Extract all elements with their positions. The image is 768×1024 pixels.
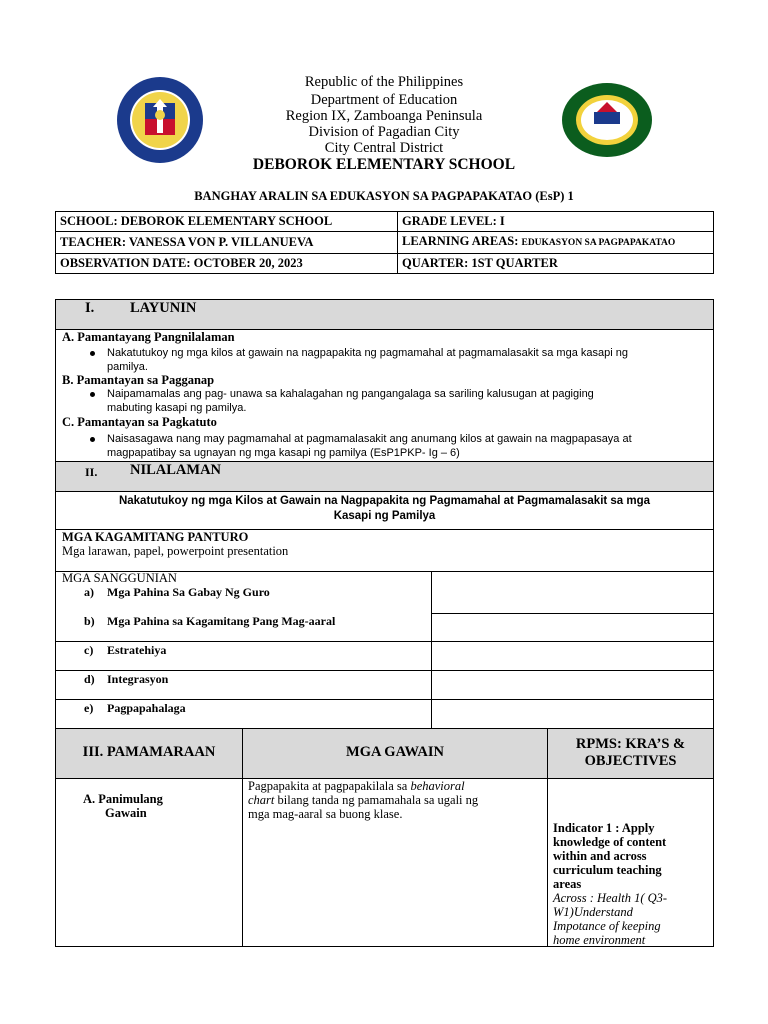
rpms-title-line2: OBJECTIVES [584, 753, 677, 769]
sanggunian-divider [431, 571, 432, 729]
sanggunian-item-e [84, 701, 186, 716]
sanggunian-item-c [84, 643, 166, 658]
indicator-line7: W1)Understand [553, 905, 633, 919]
indicator-line8: Impotance of keeping [553, 919, 661, 933]
sanggunian-row-line-1 [431, 613, 714, 614]
bullet-c-line2: magpapatibay sa ugnayan ng mga kasapi ng pamilya (EsP1PKP- Ig – 6) [107, 447, 460, 459]
item-e-label: Pagpapahalaga [107, 701, 186, 715]
item-a-letter: a) [84, 585, 94, 599]
grade-field: GRADE LEVEL: I [398, 212, 714, 232]
pamamaraan-header-col3 [547, 728, 714, 779]
gawain-line1-b: behavioral [410, 779, 465, 793]
gawain-line2-b: bilang tanda ng pamamahala sa ugali ng [274, 793, 479, 807]
pamantayan-sa-pagkatuto-title: C. Pamantayan sa Pagkatuto [62, 415, 217, 429]
header-district: City Central District [324, 140, 444, 156]
school-field: SCHOOL: DEBOROK ELEMENTARY SCHOOL [56, 212, 398, 232]
gawain-line2 [248, 793, 478, 807]
school-seal [561, 82, 653, 158]
rpms-title-line1: RPMS: KRA’S & [575, 736, 686, 752]
item-d-letter: d) [84, 672, 95, 686]
indicator-line5: areas [553, 877, 582, 891]
gawain-line1 [248, 779, 465, 793]
panimulang-objectives-cell [547, 778, 714, 947]
kagamitan-title: MGA KAGAMITANG PANTURO [62, 530, 249, 544]
topic-line1: Nakatutukoy ng mga Kilos at Gawain na Nagpapakita ng Pagmamahal at Pagmamalasakit sa mga [118, 495, 651, 507]
indicator-line2: knowledge of content [553, 835, 667, 849]
sanggunian-item-a [84, 585, 270, 600]
indicator-line3: within and across [553, 849, 647, 863]
bullet-c-line1: Naisasagawa nang may pagmamahal at pagmamalasakit ang anumang kilos at gawain na magpapasaya at [107, 433, 632, 445]
topic-line2: Kasapi ng Pamilya [333, 510, 436, 522]
nilalaman-topic [55, 491, 714, 530]
item-c-label: Estratehiya [107, 643, 167, 657]
kagamitan-box [55, 529, 714, 572]
header-division: Division of Pagadian City [308, 124, 460, 140]
mga-gawain-title: MGA GAWAIN [346, 744, 444, 760]
layunin-number: I. [85, 300, 95, 316]
header-department: Department of Education [310, 92, 458, 108]
learning-areas-label: LEARNING AREAS [402, 234, 515, 248]
pamantayan-sa-pagganap-title: B. Pamantayan sa Pagganap [62, 373, 215, 387]
info-table [55, 211, 714, 274]
sanggunian-row-line-3 [55, 670, 714, 671]
nilalaman-title: NILALAMAN [130, 462, 222, 478]
pamamaraan-header-col2 [242, 728, 548, 779]
gawain-line1-a: Pagpapakita at pagpapakilala sa [248, 779, 411, 793]
pamantayang-pangnilalaman-title: A. Pamantayang Pangnilalaman [62, 330, 235, 344]
panimulang-label-cell [55, 778, 243, 947]
indicator-line1: Indicator 1 : Apply [553, 821, 655, 835]
bullet-c [90, 432, 710, 460]
header-school-name: DEBOROK ELEMENTARY SCHOOL [252, 156, 516, 173]
indicator-line6: Across : Health 1( Q3- [553, 891, 668, 905]
sanggunian-item-d [84, 672, 168, 687]
bullet-b-dot [90, 392, 95, 397]
header-region: Region IX, Zamboanga Peninsula [285, 108, 483, 124]
kagamitan-text: Mga larawan, papel, powerpoint presentation [62, 544, 289, 558]
header-republic: Republic of the Philippines [304, 74, 464, 90]
gawain-line2-a: chart [248, 793, 275, 807]
bullet-b [90, 387, 710, 415]
learning-areas-value: EDUKASYON SA PAGPAPAKATAO [521, 238, 676, 248]
nilalaman-number: II. [85, 465, 98, 479]
bullet-a-dot [90, 351, 95, 356]
item-b-letter: b) [84, 614, 95, 628]
sanggunian-title: MGA SANGGUNIAN [62, 571, 177, 585]
indicator-line4: curriculum teaching [553, 863, 662, 877]
item-a-label: Mga Pahina Sa Gabay Ng Guro [107, 585, 270, 599]
indicator-line9: home environment [553, 933, 646, 947]
bullet-c-dot [90, 437, 95, 442]
pamamaraan-header-col1 [55, 728, 243, 779]
layunin-title: LAYUNIN [130, 300, 197, 316]
sanggunian-item-b [84, 614, 335, 629]
gawain-line3: mga mag-aaral sa buong klase. [248, 807, 403, 821]
teacher-field: TEACHER: VANESSA VON P. VILLANUEVA [56, 232, 398, 254]
pamamaraan-title: III. PAMAMARAAN [82, 744, 216, 760]
document-title: BANGHAY ARALIN SA EDUKASYON SA PAGPAPAKATAO (EsP) 1 [194, 189, 574, 203]
layunin-header [55, 299, 714, 330]
quarter-field: QUARTER: 1ST QUARTER [398, 254, 714, 274]
bullet-b-line2: mabuting kasapi ng pamilya. [107, 402, 247, 414]
item-c-letter: c) [84, 643, 94, 657]
learning-areas-field: LEARNING AREAS: EDUKASYON SA PAGPAPAKATAO [398, 232, 714, 254]
item-d-label: Integrasyon [107, 672, 169, 686]
panimulang-label-line1: A. Panimulang [83, 792, 163, 806]
nilalaman-header [55, 461, 714, 492]
item-b-label: Mga Pahina sa Kagamitang Pang Mag-aaral [107, 614, 336, 628]
bullet-b-line1: Naipamamalas ang pag- unawa sa kahalagahan ng pangangalaga sa sariling kalusugan at pagiging [107, 388, 594, 400]
observation-date-field: OBSERVATION DATE: OCTOBER 20, 2023 [56, 254, 398, 274]
bullet-a-line2: pamilya. [107, 361, 148, 373]
sanggunian-row-line-4 [55, 699, 714, 700]
sanggunian-row-line-2 [55, 641, 714, 642]
bullet-a [90, 346, 710, 374]
panimulang-gawain-cell [242, 778, 548, 947]
item-e-letter: e) [84, 701, 94, 715]
bullet-a-line1: Nakatutukoy ng mga kilos at gawain na nagpapakita ng pagmamahal at pagmamalasakit sa mga kasapi ng [107, 347, 628, 359]
panimulang-label-line2: Gawain [105, 806, 147, 820]
